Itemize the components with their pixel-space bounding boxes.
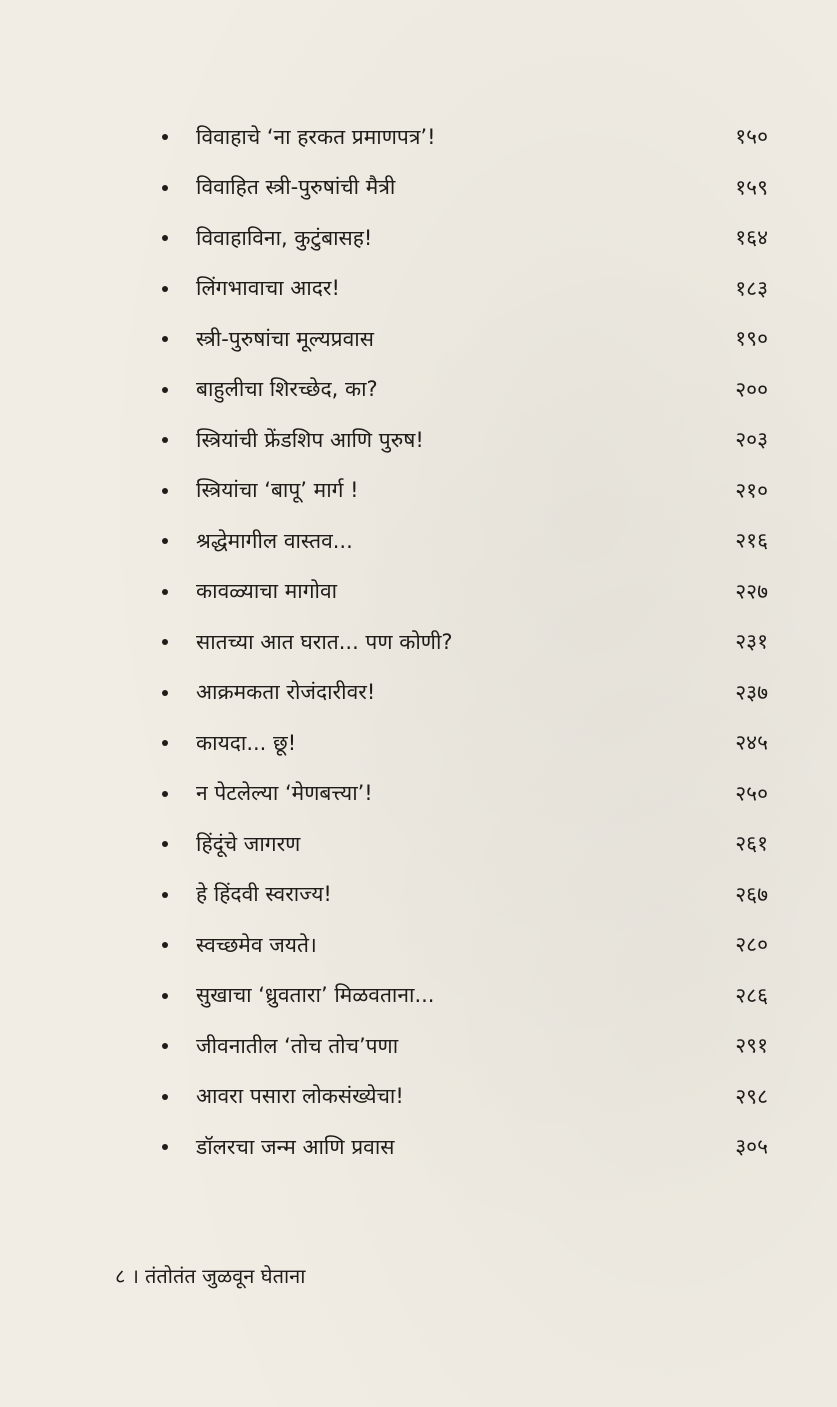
toc-entry-title: न पेटलेल्या ‘मेणबत्त्या’! bbox=[196, 781, 373, 806]
toc-entry bbox=[158, 466, 768, 517]
toc-entry-title: सुखाचा ‘ध्रुवतारा’ मिळवताना... bbox=[196, 983, 435, 1008]
toc-entry-title: विवाहाविना, कुटुंबासह! bbox=[196, 225, 373, 250]
toc-entry-title: विवाहाचे ‘ना हरकत प्रमाणपत्र’! bbox=[196, 124, 436, 149]
bullet-icon bbox=[162, 488, 168, 494]
toc-entry-page-number: १९० bbox=[735, 326, 768, 351]
toc-entry bbox=[158, 617, 768, 668]
bullet-icon bbox=[162, 1144, 168, 1150]
bullet-icon bbox=[162, 589, 168, 595]
toc-entry bbox=[158, 870, 768, 921]
toc-entry-title: श्रद्धेमागील वास्तव... bbox=[196, 528, 353, 553]
bullet-icon bbox=[162, 286, 168, 292]
bullet-icon bbox=[162, 993, 168, 999]
bullet-icon bbox=[162, 639, 168, 645]
toc-entry bbox=[158, 567, 768, 618]
toc-entry-page-number: २५० bbox=[735, 781, 768, 806]
footer-page-number: ८ bbox=[115, 1264, 126, 1288]
bullet-icon bbox=[162, 185, 168, 191]
toc-entry-page-number: २८६ bbox=[735, 983, 768, 1008]
toc-entry-title: स्त्रियांची फ्रेंडशिप आणि पुरुष! bbox=[196, 427, 424, 452]
toc-entry-page-number: २४५ bbox=[735, 730, 768, 755]
toc-entry bbox=[158, 264, 768, 315]
toc-entry-title: कायदा... छू! bbox=[196, 730, 297, 755]
toc-entry bbox=[158, 718, 768, 769]
toc-entry bbox=[158, 1072, 768, 1123]
toc-entry bbox=[158, 112, 768, 163]
toc-entry-page-number: २६१ bbox=[735, 831, 768, 856]
toc-entry-page-number: २३७ bbox=[735, 680, 768, 705]
bullet-icon bbox=[162, 336, 168, 342]
bullet-icon bbox=[162, 791, 168, 797]
toc-entry bbox=[158, 415, 768, 466]
toc-entry bbox=[158, 314, 768, 365]
toc-entry-page-number: १५० bbox=[735, 124, 768, 149]
footer-separator: । bbox=[131, 1264, 139, 1288]
toc-entry-page-number: २२७ bbox=[735, 579, 768, 604]
toc-entry-title: स्त्रियांचा ‘बापू’ मार्ग ! bbox=[196, 478, 359, 503]
bullet-icon bbox=[162, 387, 168, 393]
bullet-icon bbox=[162, 538, 168, 544]
toc-entry bbox=[158, 668, 768, 719]
toc-entry-title: कावळ्याचा मागोवा bbox=[196, 579, 338, 604]
toc-entry bbox=[158, 365, 768, 416]
table-of-contents bbox=[158, 112, 768, 1173]
toc-entry bbox=[158, 163, 768, 214]
toc-entry bbox=[158, 971, 768, 1022]
toc-entry-title: डॉलरचा जन्म आणि प्रवास bbox=[196, 1134, 395, 1159]
toc-entry-title: बाहुलीचा शिरच्छेद, का? bbox=[196, 377, 378, 402]
toc-entry-title: आक्रमकता रोजंदारीवर! bbox=[196, 680, 376, 705]
toc-entry-title: हे हिंदवी स्वराज्य! bbox=[196, 882, 332, 907]
toc-entry-page-number: ३०५ bbox=[735, 1134, 768, 1159]
toc-entry-page-number: २०० bbox=[735, 377, 768, 402]
bullet-icon bbox=[162, 841, 168, 847]
toc-entry-page-number: २३१ bbox=[735, 629, 768, 654]
toc-entry-page-number: २१० bbox=[735, 478, 768, 503]
toc-entry-title: जीवनातील ‘तोच तोच’पणा bbox=[196, 1033, 399, 1058]
bullet-icon bbox=[162, 235, 168, 241]
toc-entry-page-number: १६४ bbox=[735, 225, 768, 250]
page-footer bbox=[115, 1262, 305, 1289]
bullet-icon bbox=[162, 134, 168, 140]
toc-entry-title: आवरा पसारा लोकसंख्येचा! bbox=[196, 1084, 404, 1109]
toc-entry-title: विवाहित स्त्री-पुरुषांची मैत्री bbox=[196, 175, 396, 200]
bullet-icon bbox=[162, 690, 168, 696]
toc-entry bbox=[158, 516, 768, 567]
toc-entry bbox=[158, 1122, 768, 1173]
toc-entry bbox=[158, 819, 768, 870]
toc-entry bbox=[158, 1021, 768, 1072]
toc-entry-title: सातच्या आत घरात... पण कोणी? bbox=[196, 629, 453, 654]
toc-entry-page-number: १८३ bbox=[735, 276, 768, 301]
bullet-icon bbox=[162, 1043, 168, 1049]
toc-entry-page-number: १५९ bbox=[735, 175, 768, 200]
bullet-icon bbox=[162, 740, 168, 746]
toc-entry-title: स्त्री-पुरुषांचा मूल्यप्रवास bbox=[196, 326, 374, 351]
footer-book-title: तंतोतंत जुळवून घेताना bbox=[145, 1264, 306, 1288]
toc-entry-title: लिंगभावाचा आदर! bbox=[196, 276, 340, 301]
toc-entry-page-number: २९८ bbox=[735, 1084, 768, 1109]
bullet-icon bbox=[162, 942, 168, 948]
toc-entry bbox=[158, 920, 768, 971]
toc-entry-title: स्वच्छमेव जयते। bbox=[196, 932, 317, 957]
toc-entry-page-number: २९१ bbox=[735, 1033, 768, 1058]
bullet-icon bbox=[162, 437, 168, 443]
toc-entry-page-number: २६७ bbox=[735, 882, 768, 907]
toc-entry bbox=[158, 213, 768, 264]
toc-entry-page-number: २०३ bbox=[735, 427, 768, 452]
toc-entry-page-number: २८० bbox=[735, 932, 768, 957]
bullet-icon bbox=[162, 1094, 168, 1100]
toc-entry bbox=[158, 769, 768, 820]
bullet-icon bbox=[162, 892, 168, 898]
toc-entry-page-number: २१६ bbox=[735, 528, 768, 553]
toc-entry-title: हिंदूंचे जागरण bbox=[196, 831, 301, 856]
